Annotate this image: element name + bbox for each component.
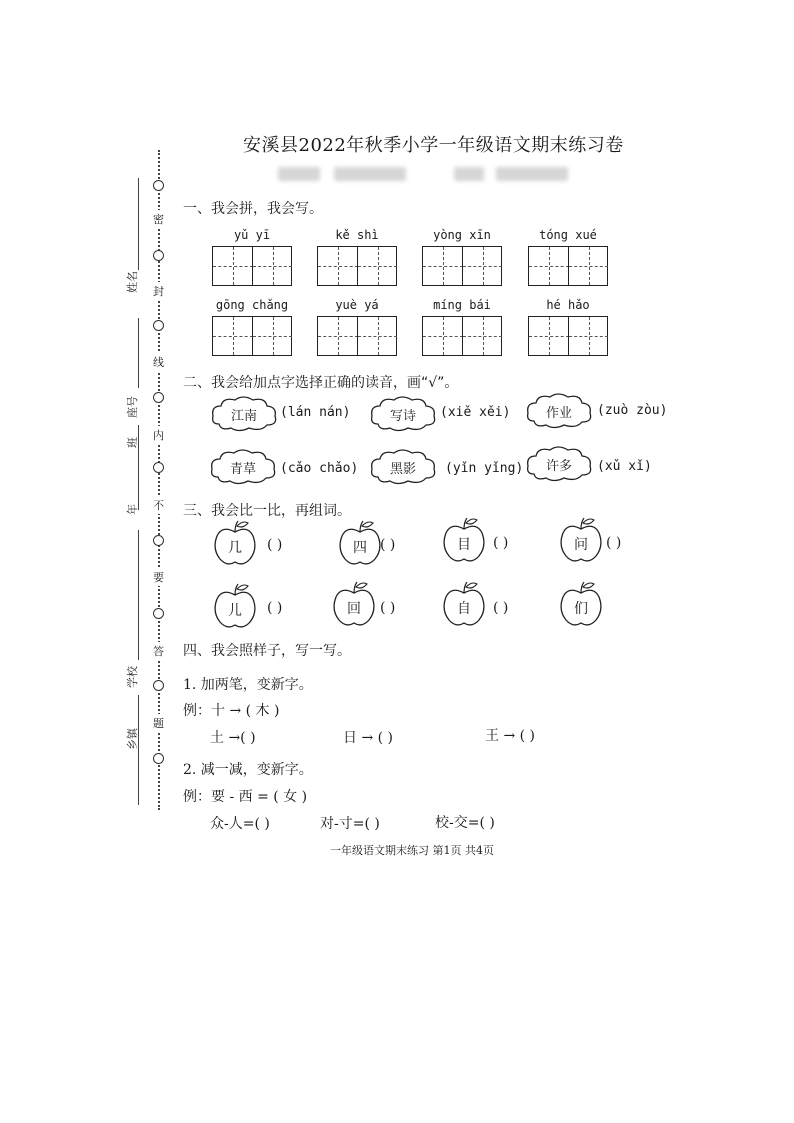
word-text: 青草 [229, 462, 256, 477]
page-title: 安溪县2022年秋季小学一年级语文期末练习卷 [243, 135, 624, 156]
seal-char: 封 [153, 282, 164, 300]
cloud-icon [368, 394, 438, 434]
reading-options[interactable]: (yǐn yǐng) [445, 461, 524, 476]
circle-mark [153, 320, 164, 331]
word-text: 江南 [230, 409, 257, 424]
pinyin-label: yǔ yī [233, 228, 271, 242]
blurred-info [496, 167, 568, 181]
circle-mark [153, 250, 164, 261]
writing-grid[interactable] [422, 316, 502, 356]
cloud-icon [524, 444, 594, 484]
writing-grid[interactable] [422, 246, 502, 286]
circle-mark [153, 535, 164, 546]
apple-icon [558, 516, 604, 564]
apple-icon [337, 519, 383, 567]
answer-blank[interactable]: ( ) [267, 537, 283, 553]
reading-options[interactable]: (xiě xěi) [440, 405, 511, 420]
writing-grid[interactable] [528, 316, 608, 356]
writing-grid[interactable] [212, 246, 292, 286]
seal-char: 密 [153, 210, 164, 228]
q1-title: 1. 加两笔，变新字。 [183, 677, 313, 693]
char-text: 几 [228, 540, 242, 556]
seat-field-line[interactable] [138, 318, 139, 388]
apple-icon [212, 519, 258, 567]
char-text: 们 [574, 601, 588, 617]
char-text: 目 [457, 537, 471, 553]
answer-blank[interactable]: ( ) [493, 535, 509, 551]
seal-char: 不 [153, 496, 164, 514]
apple-icon [441, 516, 487, 564]
apple-icon [558, 580, 604, 628]
binding-margin [110, 150, 180, 820]
apple-icon [441, 580, 487, 628]
q2-item[interactable]: 对-寸=( ) [320, 816, 380, 832]
school-label: 学校 [126, 666, 139, 688]
word-text: 许多 [545, 459, 572, 474]
q1-item[interactable]: 土 →( ) [210, 730, 256, 746]
pinyin-label: kě shì [335, 228, 379, 242]
school-field-line[interactable] [138, 530, 139, 660]
char-text: 四 [353, 540, 367, 556]
writing-grid[interactable] [212, 316, 292, 356]
section2-heading: 二、我会给加点字选择正确的读音，画“√”。 [183, 375, 459, 391]
writing-grid[interactable] [528, 246, 608, 286]
q2-title: 2. 减一减，变新字。 [183, 762, 313, 778]
grade-field-line[interactable] [138, 455, 139, 510]
answer-blank[interactable]: ( ) [606, 535, 622, 551]
circle-mark [153, 753, 164, 764]
reading-options[interactable]: (cǎo chǎo) [280, 461, 359, 476]
blurred-info [454, 167, 484, 181]
writing-grid[interactable] [317, 316, 397, 356]
blurred-info [278, 167, 320, 181]
char-text: 儿 [228, 603, 242, 619]
seat-label: 座号 [126, 396, 139, 418]
answer-blank[interactable]: ( ) [493, 600, 509, 616]
seal-char: 答 [153, 642, 164, 660]
q2-example: 例：要 - 西 = ( 女 ) [183, 789, 308, 805]
pinyin-label: tóng xué [539, 228, 597, 242]
cloud-icon [208, 447, 278, 487]
word-text: 作业 [545, 406, 572, 421]
char-text: 回 [347, 601, 361, 617]
word-text: 写诗 [389, 409, 416, 424]
circle-mark [153, 462, 164, 473]
town-label: 乡镇 [126, 728, 139, 750]
section4-heading: 四、我会照样子，写一写。 [183, 643, 351, 659]
seal-char: 线 [153, 353, 164, 371]
answer-blank[interactable]: ( ) [267, 600, 283, 616]
pinyin-label: yuè yá [335, 298, 379, 312]
pinyin-label: yòng xīn [433, 228, 491, 242]
seal-char: 题 [153, 714, 164, 732]
reading-options[interactable]: (lán nán) [280, 405, 351, 420]
apple-icon [212, 582, 258, 630]
name-label: 姓名 [126, 271, 139, 293]
q1-item[interactable]: 王 → ( ) [485, 728, 536, 744]
seal-char: 要 [153, 568, 164, 586]
answer-blank[interactable]: ( ) [380, 537, 396, 553]
town-field-line[interactable] [138, 695, 139, 805]
q1-example: 例：十 → ( 木 ) [183, 703, 280, 719]
q1-item[interactable]: 日 → ( ) [343, 730, 394, 746]
circle-mark [153, 392, 164, 403]
circle-mark [153, 680, 164, 691]
section1-heading: 一、我会拼，我会写。 [183, 201, 323, 217]
section3-heading: 三、我会比一比，再组词。 [183, 503, 351, 519]
pinyin-label: hé hǎo [546, 298, 590, 312]
word-text: 黑影 [389, 462, 416, 477]
q2-item[interactable]: 校-交=( ) [435, 815, 495, 831]
name-field-line[interactable] [138, 178, 139, 270]
dotted-seal-line [158, 150, 160, 810]
reading-options[interactable]: (zuò zòu) [597, 403, 668, 418]
apple-icon [331, 580, 377, 628]
reading-options[interactable]: (xǔ xǐ) [597, 459, 652, 474]
circle-mark [153, 608, 164, 619]
q2-item[interactable]: 众-人=( ) [210, 816, 270, 832]
char-text: 自 [457, 601, 471, 617]
circle-mark [153, 180, 164, 191]
char-text: 问 [574, 537, 588, 553]
writing-grid[interactable] [317, 246, 397, 286]
pinyin-label: míng bái [433, 298, 491, 312]
page-footer: 一年级语文期末练习 第1页 共4页 [330, 844, 494, 857]
cloud-icon [524, 391, 594, 431]
grade-label: 年 [126, 504, 139, 515]
cloud-icon [209, 394, 279, 434]
seal-char: 内 [153, 426, 164, 444]
pinyin-label: gōng chǎng [215, 298, 289, 312]
blurred-info [334, 167, 406, 181]
cloud-icon [368, 447, 438, 487]
class-label: 班 [126, 437, 139, 448]
answer-blank[interactable]: ( ) [380, 600, 396, 616]
